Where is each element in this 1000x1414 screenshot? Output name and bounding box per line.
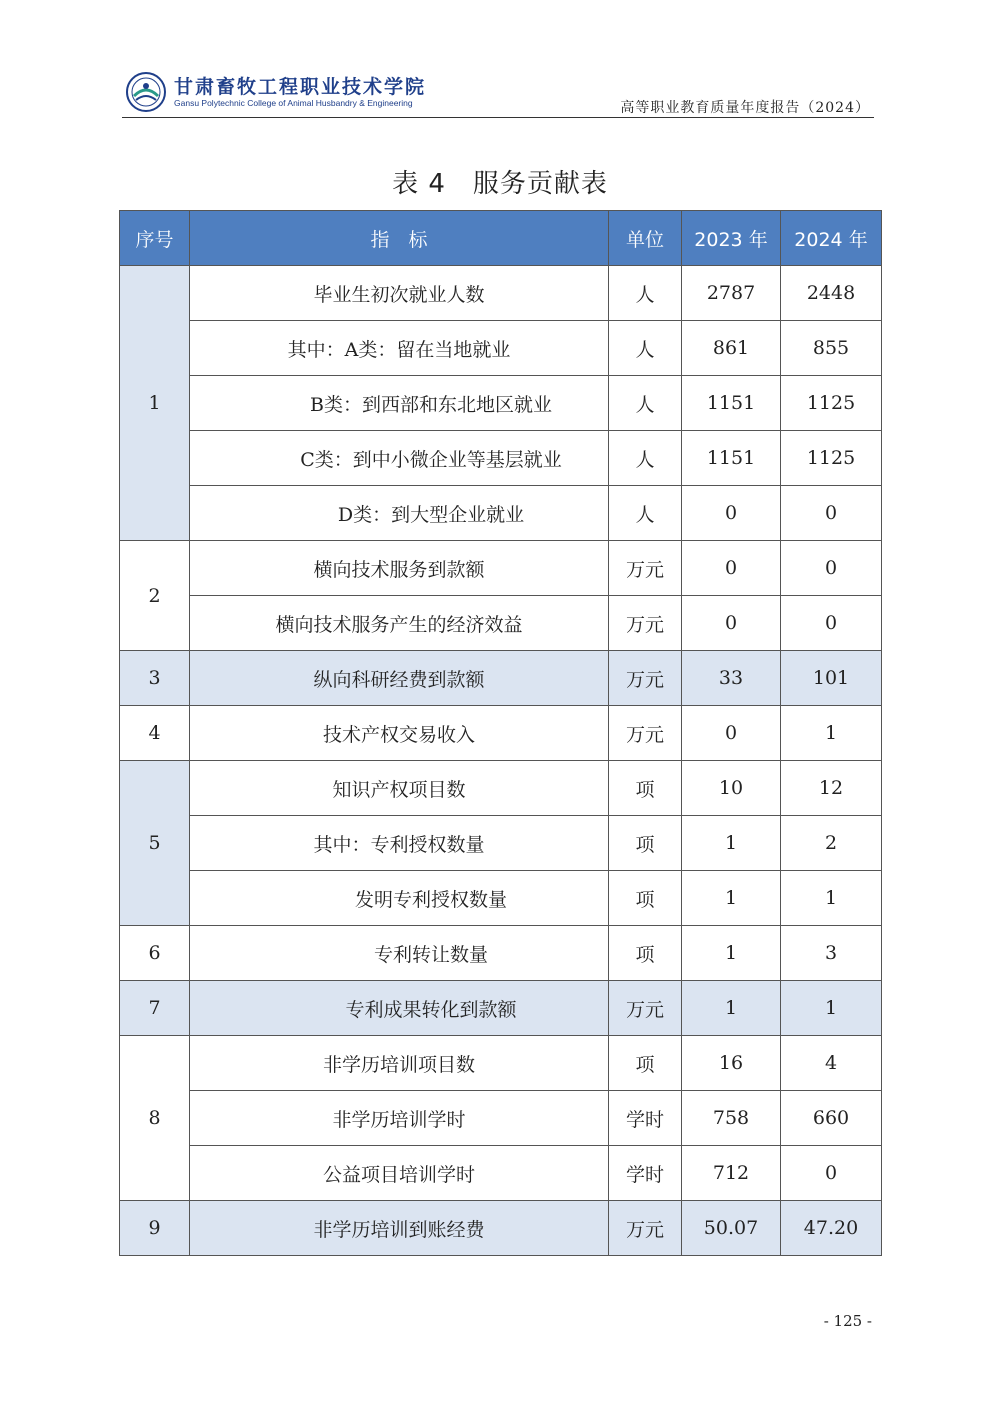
header-2023: 2023 年 xyxy=(682,211,781,266)
value-2023-cell: 2787 xyxy=(682,266,781,321)
unit-cell: 万元 xyxy=(609,706,682,761)
report-title: 高等职业教育质量年度报告（2024） xyxy=(620,100,870,116)
indicator-cell: C类：到中小微企业等基层就业 xyxy=(190,431,609,486)
seq-cell: 7 xyxy=(120,981,190,1036)
seq-cell: 5 xyxy=(120,761,190,926)
seq-cell: 2 xyxy=(120,541,190,651)
value-2024-cell: 2448 xyxy=(781,266,882,321)
indicator-cell: 知识产权项目数 xyxy=(190,761,609,816)
seq-cell: 8 xyxy=(120,1036,190,1201)
value-2023-cell: 33 xyxy=(682,651,781,706)
table-header-row xyxy=(120,211,882,266)
value-2023-cell: 1 xyxy=(682,816,781,871)
value-2023-cell: 0 xyxy=(682,486,781,541)
table-row xyxy=(120,761,882,816)
seq-cell: 4 xyxy=(120,706,190,761)
unit-cell: 学时 xyxy=(609,1146,682,1201)
value-2023-cell: 1 xyxy=(682,981,781,1036)
indicator-cell: 横向技术服务产生的经济效益 xyxy=(190,596,609,651)
header-indicator: 指 标 xyxy=(190,211,609,266)
unit-cell: 项 xyxy=(609,816,682,871)
table-row xyxy=(120,321,882,376)
header-2024: 2024 年 xyxy=(781,211,882,266)
value-2023-cell: 16 xyxy=(682,1036,781,1091)
value-2024-cell: 0 xyxy=(781,541,882,596)
indicator-cell: 发明专利授权数量 xyxy=(190,871,609,926)
table-row xyxy=(120,1146,882,1201)
table-row xyxy=(120,1201,882,1256)
indicator-cell: 毕业生初次就业人数 xyxy=(190,266,609,321)
table-row xyxy=(120,541,882,596)
table-row xyxy=(120,816,882,871)
indicator-cell: 专利转让数量 xyxy=(190,926,609,981)
indicator-cell: 其中：专利授权数量 xyxy=(190,816,609,871)
indicator-cell: 其中：A类：留在当地就业 xyxy=(190,321,609,376)
value-2024-cell: 1125 xyxy=(781,431,882,486)
unit-cell: 人 xyxy=(609,376,682,431)
unit-cell: 项 xyxy=(609,926,682,981)
value-2023-cell: 1 xyxy=(682,926,781,981)
value-2023-cell: 861 xyxy=(682,321,781,376)
table-row xyxy=(120,596,882,651)
table-row xyxy=(120,376,882,431)
indicator-cell: 非学历培训到账经费 xyxy=(190,1201,609,1256)
indicator-cell: 公益项目培训学时 xyxy=(190,1146,609,1201)
unit-cell: 万元 xyxy=(609,541,682,596)
indicator-cell: 技术产权交易收入 xyxy=(190,706,609,761)
header-divider xyxy=(122,117,874,118)
indicator-cell: 非学历培训项目数 xyxy=(190,1036,609,1091)
table-row xyxy=(120,486,882,541)
value-2023-cell: 1151 xyxy=(682,431,781,486)
unit-cell: 项 xyxy=(609,1036,682,1091)
table-title: 表 4 服务贡献表 xyxy=(392,169,608,199)
value-2023-cell: 50.07 xyxy=(682,1201,781,1256)
header-unit: 单位 xyxy=(609,211,682,266)
table-row xyxy=(120,871,882,926)
seq-cell: 6 xyxy=(120,926,190,981)
unit-cell: 人 xyxy=(609,321,682,376)
service-contribution-table xyxy=(119,210,882,1256)
page-header xyxy=(122,68,874,118)
page-number: - 125 - xyxy=(823,1312,872,1330)
value-2024-cell: 3 xyxy=(781,926,882,981)
indicator-cell: D类：到大型企业就业 xyxy=(190,486,609,541)
school-name-en: Gansu Polytechnic College of Animal Husbandry & Engineering xyxy=(174,98,413,108)
indicator-cell: B类：到西部和东北地区就业 xyxy=(190,376,609,431)
value-2023-cell: 712 xyxy=(682,1146,781,1201)
value-2023-cell: 1 xyxy=(682,871,781,926)
value-2023-cell: 1151 xyxy=(682,376,781,431)
value-2024-cell: 101 xyxy=(781,651,882,706)
value-2024-cell: 1125 xyxy=(781,376,882,431)
value-2023-cell: 0 xyxy=(682,596,781,651)
indicator-cell: 横向技术服务到款额 xyxy=(190,541,609,596)
value-2023-cell: 0 xyxy=(682,541,781,596)
indicator-cell: 非学历培训学时 xyxy=(190,1091,609,1146)
table-row xyxy=(120,981,882,1036)
unit-cell: 人 xyxy=(609,266,682,321)
school-name-cn: 甘肃畜牧工程职业技术学院 xyxy=(174,76,427,98)
indicator-cell: 纵向科研经费到款额 xyxy=(190,651,609,706)
college-logo-icon xyxy=(126,72,166,112)
table-row xyxy=(120,706,882,761)
unit-cell: 万元 xyxy=(609,651,682,706)
value-2023-cell: 10 xyxy=(682,761,781,816)
value-2024-cell: 12 xyxy=(781,761,882,816)
value-2024-cell: 0 xyxy=(781,596,882,651)
value-2024-cell: 1 xyxy=(781,706,882,761)
table-row xyxy=(120,1091,882,1146)
unit-cell: 万元 xyxy=(609,981,682,1036)
unit-cell: 项 xyxy=(609,761,682,816)
seq-cell: 3 xyxy=(120,651,190,706)
seq-cell: 1 xyxy=(120,266,190,541)
unit-cell: 项 xyxy=(609,871,682,926)
unit-cell: 万元 xyxy=(609,596,682,651)
table-row xyxy=(120,266,882,321)
value-2023-cell: 758 xyxy=(682,1091,781,1146)
value-2024-cell: 1 xyxy=(781,871,882,926)
value-2024-cell: 4 xyxy=(781,1036,882,1091)
table-row xyxy=(120,651,882,706)
header-seq: 序号 xyxy=(120,211,190,266)
unit-cell: 学时 xyxy=(609,1091,682,1146)
value-2024-cell: 855 xyxy=(781,321,882,376)
unit-cell: 万元 xyxy=(609,1201,682,1256)
value-2023-cell: 0 xyxy=(682,706,781,761)
indicator-cell: 专利成果转化到款额 xyxy=(190,981,609,1036)
unit-cell: 人 xyxy=(609,431,682,486)
value-2024-cell: 0 xyxy=(781,486,882,541)
table-row xyxy=(120,926,882,981)
value-2024-cell: 1 xyxy=(781,981,882,1036)
value-2024-cell: 660 xyxy=(781,1091,882,1146)
value-2024-cell: 2 xyxy=(781,816,882,871)
value-2024-cell: 0 xyxy=(781,1146,882,1201)
seq-cell: 9 xyxy=(120,1201,190,1256)
table-row xyxy=(120,1036,882,1091)
table-row xyxy=(120,431,882,486)
value-2024-cell: 47.20 xyxy=(781,1201,882,1256)
unit-cell: 人 xyxy=(609,486,682,541)
